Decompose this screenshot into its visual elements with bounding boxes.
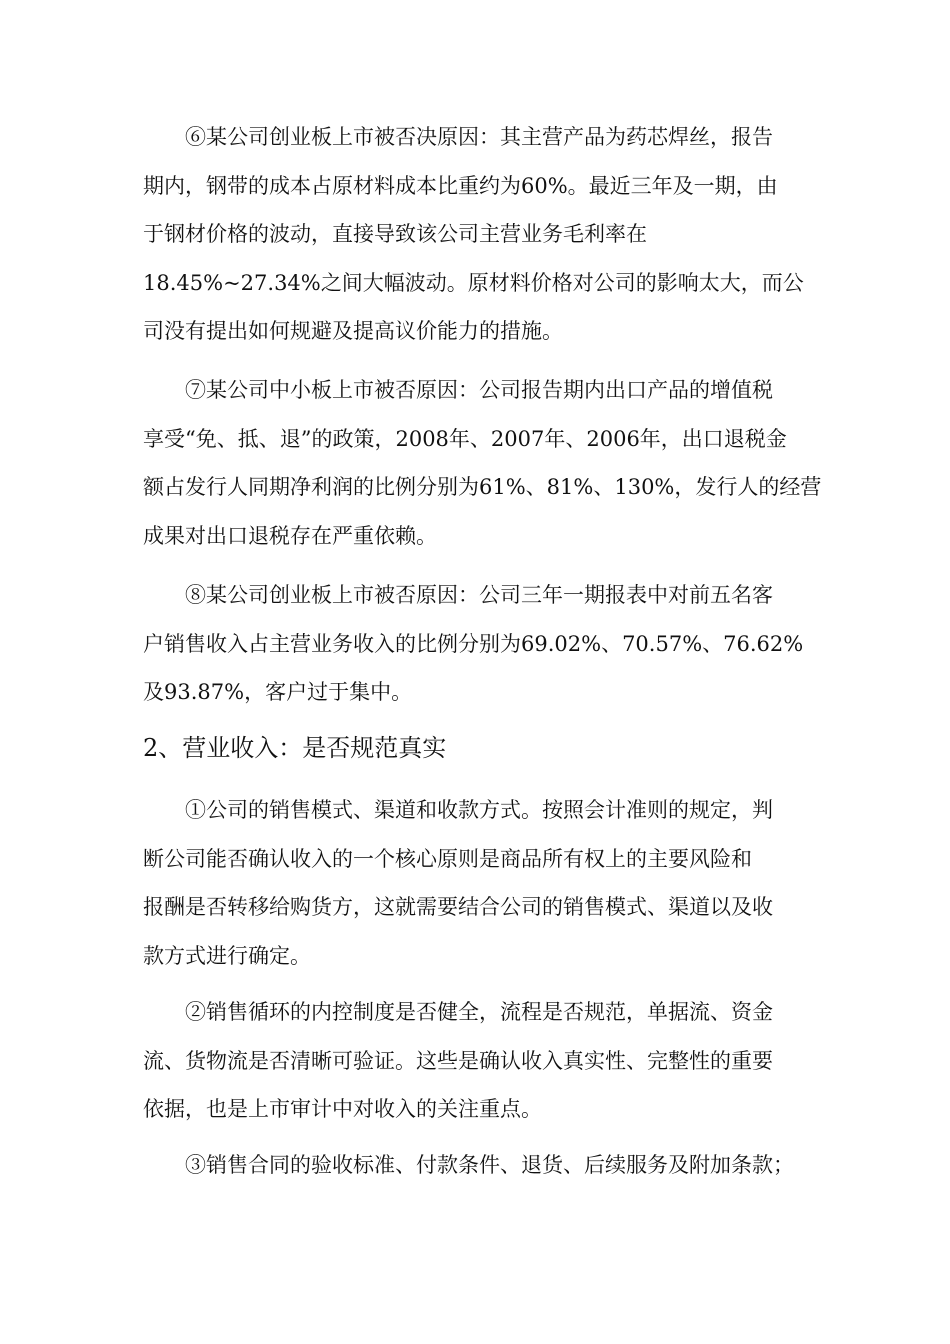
text-line: ⑥某公司创业板上市被否决原因：其主营产品为药芯焊丝，报告 (185, 125, 773, 149)
text-line: ②销售循环的内控制度是否健全，流程是否规范，单据流、资金 (185, 1000, 773, 1024)
text-line: 成果对出口退税存在严重依赖。 (143, 523, 437, 548)
text-line: 于钢材价格的波动，直接导致该公司主营业务毛利率在 (143, 222, 647, 246)
text-line: ⑦某公司中小板上市被否原因：公司报告期内出口产品的增值税 (185, 378, 773, 402)
text-line: 及93.87%，客户过于集中。 (143, 680, 413, 704)
text-line: ③销售合同的验收标准、付款条件、退货、后续服务及附加条款； (185, 1153, 794, 1177)
paragraph-2 (143, 988, 813, 1134)
paragraph-8 (143, 571, 813, 717)
text-line: 报酬是否转移给购货方，这就需要结合公司的销售模式、渠道以及收 (143, 895, 773, 919)
text-line: ⑧某公司创业板上市被否原因：公司三年一期报表中对前五名客 (185, 583, 773, 607)
text-line: 额占发行人同期净利润的比例分别为61%、81%、130%，发行人的经营 (143, 475, 822, 499)
text-line: 享受“免、抵、退”的政策，2008年、2007年、2006年，出口退税金 (143, 426, 787, 451)
text-line: 款方式进行确定。 (143, 943, 311, 968)
text-line: 流、货物流是否清晰可验证。这些是确认收入真实性、完整性的重要 (143, 1048, 773, 1073)
text-line: 司没有提出如何规避及提高议价能力的措施。 (143, 319, 563, 343)
text-line: 期内，钢带的成本占原材料成本比重约为60%。最近三年及一期，由 (143, 173, 778, 198)
section-heading: 2、营业收入：是否规范真实 (143, 734, 447, 762)
paragraph-6 (143, 113, 813, 356)
text-line: 依据，也是上市审计中对收入的关注重点。 (143, 1097, 542, 1121)
text-line: 断公司能否确认收入的一个核心原则是商品所有权上的主要风险和 (143, 846, 752, 871)
text-line: 户销售收入占主营业务收入的比例分别为69.02%、70.57%、76.62% (143, 631, 804, 656)
paragraph-1 (143, 786, 813, 980)
paragraph-3 (143, 1141, 813, 1190)
text-line: ①公司的销售模式、渠道和收款方式。按照会计准则的规定，判 (185, 798, 773, 822)
paragraph-7 (143, 366, 822, 560)
text-line: 18.45%~27.34%之间大幅波动。原材料价格对公司的影响太大，而公 (143, 270, 804, 295)
